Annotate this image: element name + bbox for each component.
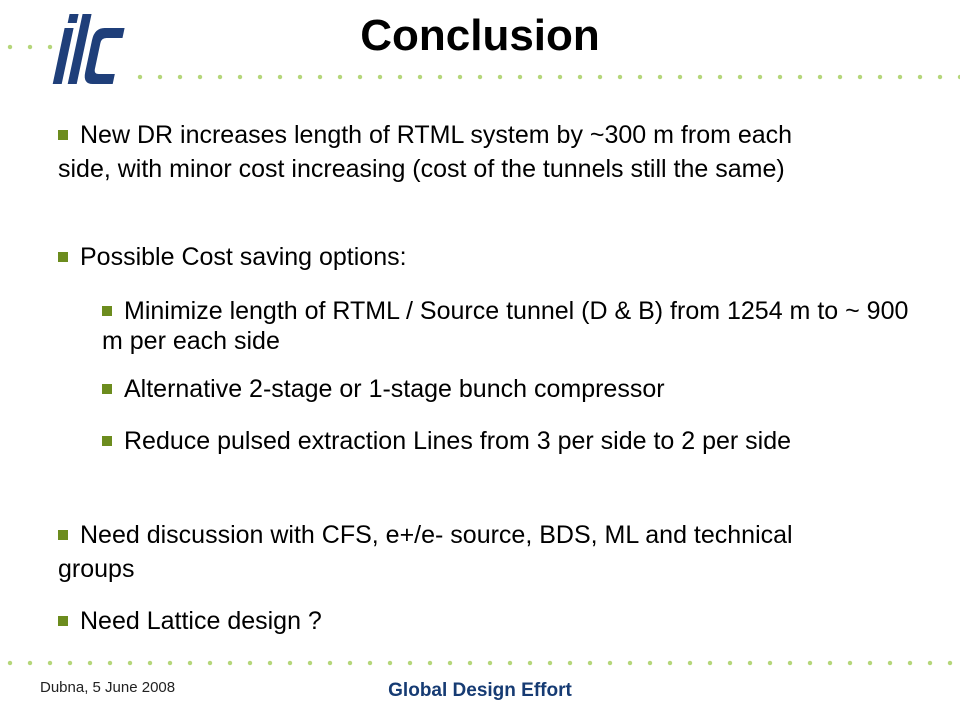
bullet-square-icon [58, 130, 68, 140]
sub-bullet-extraction-lines: Reduce pulsed extraction Lines from 3 per side to 2 per side [102, 426, 872, 456]
bullet-square-icon [58, 252, 68, 262]
bullet-square-icon [102, 306, 112, 316]
bullet-need-discussion: Need discussion with CFS, e+/e- source, BDS, ML and technical groups [58, 521, 793, 583]
bullet-square-icon [102, 436, 112, 446]
slide-title: Conclusion [360, 11, 600, 60]
bullet-square-icon [58, 530, 68, 540]
bullet-cost-saving: Possible Cost saving options: [58, 240, 858, 274]
bullet-square-icon [58, 616, 68, 626]
bullet-lattice-design: Need Lattice design ? [58, 604, 858, 638]
sub-bullet-bunch-compressor: Alternative 2-stage or 1-stage bunch compressor [102, 374, 912, 404]
sub-bullet-minimize-length: Minimize length of RTML / Source tunnel (D & B) from 1254 m to ~ 900 m per each side [102, 297, 909, 355]
footer-organization: Global Design Effort [388, 680, 572, 701]
header-dots-rule [130, 74, 960, 80]
footer-date: Dubna, 5 June 2008 [40, 679, 176, 696]
footer-dots-rule [0, 660, 960, 666]
bullet-square-icon [102, 384, 112, 394]
bullet-dr-length: New DR increases length of RTML system by ~300 m from each side, with minor cost increasing (cost of the tunnels still the same) [58, 121, 793, 183]
